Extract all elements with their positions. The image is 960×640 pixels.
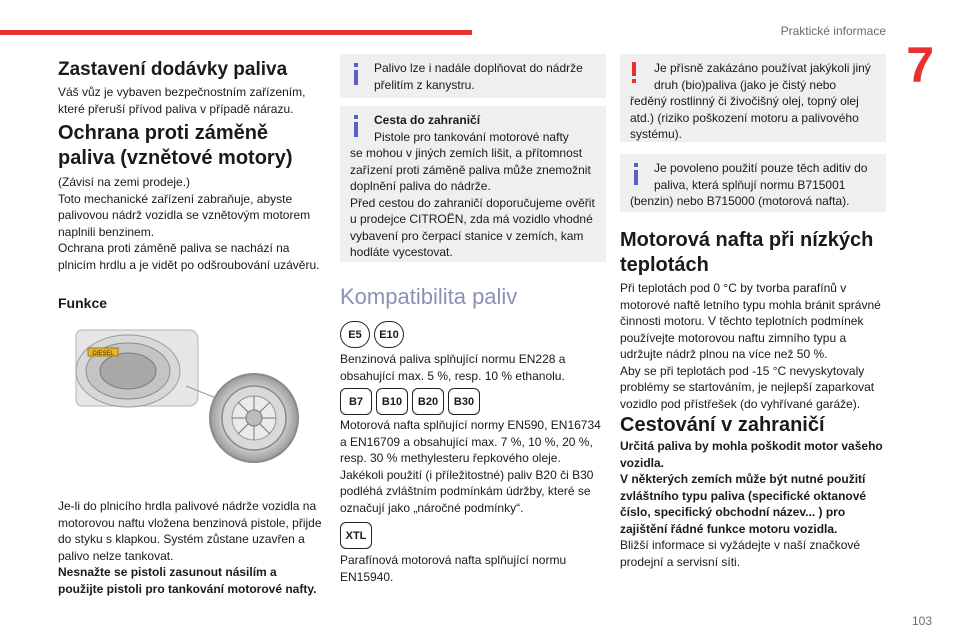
badge-row-ethanol: [340, 321, 408, 348]
info-travel-more: Před cestou do zahraničí doporučujeme ověřit u prodejce CITROËN, zda má vozidlo vhodné vybavení pro čerpací stanice v zemích, kam hodláte vycestovat.: [350, 195, 595, 259]
low-temp-start-text: Aby se při teplotách pod -15 °C nevyskytovaly problémy se startováním, je nejlepší zaparkovat vozidlo pod přístřešek (do vyhřívané garáže).: [620, 363, 875, 411]
paragraph-petrol-norm: Benzinová paliva splňující normu EN228 a obsahující max. 5 %, resp. 10 % ethanolu.: [340, 352, 566, 383]
badge-row-xtl: [340, 522, 376, 549]
paragraph-function: [58, 498, 324, 597]
badge-e10: E10: [374, 321, 404, 348]
additives-first: Je povoleno použití pouze těch aditiv do paliva, která splňují normu B715001: [654, 161, 868, 192]
function-warning-bold: Nesnažte se pistoli zasunout násilím a použijte pistoli pro tankování motorové nafty.: [58, 565, 317, 596]
paragraph-fuel-cutoff: Váš vůz je vybaven bezpečnostním zařízením, které přeruší přívod paliva v případě nárazu.: [58, 85, 306, 116]
info-box-canister: [340, 54, 606, 98]
paragraph-xtl-norm: Parafínová motorová nafta splňující normu EN15940.: [340, 553, 567, 584]
diesel-conditions-text: Jakékoli použití (i příležitostné) paliv B20 či B30 podléhá zvláštním podmínkám údržby, které se označují jako „náročné podmínky“.: [340, 467, 594, 515]
travel-bold-1: Určitá paliva by mohla poškodit motor vašeho vozidla.: [620, 439, 883, 470]
paragraph-misfuel-intro: [58, 174, 324, 273]
info-travel-rest: se mohou v jiných zemích lišit, a přítomnost zařízení proti záměně paliva může znemožnit doplnění paliva do nádrže.: [350, 146, 591, 193]
badge-xtl: XTL: [340, 522, 372, 549]
travel-text: Bližší informace si vyžádejte v naší značkové prodejní a servisní síti.: [620, 538, 861, 569]
function-text: Je-li do plnicího hrdla palivové nádrže vozidla na motorovou naftu vložena benzinová pistole, přijde do styku s klapkou. Systém zůstane uzavřen a palivo nelze tankovat.: [58, 499, 322, 563]
paragraph-diesel-low-temp: [620, 280, 886, 412]
info-icon: [350, 63, 362, 85]
figure-label-diesel: DIESEL: [92, 351, 114, 357]
line-country: (Závisí na zemi prodeje.): [58, 175, 191, 189]
heading-travel-abroad: Cestování v zahraničí: [620, 414, 825, 436]
info-travel-first: Pistole pro tankování motorové nafty: [374, 129, 569, 144]
warning-box-biofuel: [620, 54, 886, 142]
heading-misfuel-protection: Ochrana proti záměně paliva (vznětové motory): [58, 122, 293, 169]
heading-fuel-cutoff: Zastavení dodávky paliva: [58, 59, 288, 80]
paragraph-diesel-norm: [340, 417, 606, 516]
badge-e5: E5: [340, 321, 370, 348]
warning-rest: ředěný rostlinný či živočišný olej, topný olej atd.) (riziko poškození motoru a palivového systému).: [630, 94, 859, 141]
info-icon: [630, 163, 642, 185]
top-accent-bar: [0, 30, 472, 35]
section-title-fuel-compatibility: Kompatibilita paliv: [340, 284, 518, 309]
info-travel-title: Cesta do zahraničí: [374, 113, 481, 127]
badge-b20: B20: [412, 388, 444, 415]
header-section-label: Praktické informace: [780, 24, 886, 38]
low-temp-text: Při teplotách pod 0 °C by tvorba parafínů v motorové naftě letního typu mohla bránit správné činnosti motoru. V těchto teplotních podmínek používejte motorovou naftu zimního typu a udržujte nádrž plnou na více než 50 %.: [620, 281, 881, 361]
page-number: 103: [911, 614, 932, 628]
chapter-number: 7: [906, 37, 934, 93]
info-box-additives: [620, 154, 886, 212]
info-canister-text: Palivo lze i nadále doplňovat do nádrže přelitím z kanystru.: [374, 61, 583, 92]
paragraph-travel-abroad: [620, 438, 886, 570]
heading-diesel-low-temp: Motorová nafta při nízkých teplotách: [620, 229, 874, 276]
travel-bold-2: V některých zemích může být nutné použití zvláštního typu paliva (specifické oktanové číslo, specifický obchodní název... ) pro zajištění řádné funkce motoru vozidla.: [620, 472, 867, 536]
badge-row-biodiesel: [340, 388, 484, 415]
line-device: Toto mechanické zařízení zabraňuje, abyste palivovou nádrž vozidla se vznětovým motorem naplnili benzinem.: [58, 191, 311, 239]
additives-rest: (benzin) nebo B715000 (motorová nafta).: [630, 194, 850, 208]
figure-fuel-filler: [68, 326, 300, 464]
info-icon: [350, 115, 362, 137]
warning-first: Je přísně zakázáno používat jakýkoli jiný druh (bio)paliva (jako je čistý nebo: [654, 61, 871, 92]
heading-function: Funkce: [58, 295, 108, 311]
badge-b7: B7: [340, 388, 372, 415]
warning-icon: [631, 62, 637, 84]
badge-b10: B10: [376, 388, 408, 415]
diesel-norm-text: Motorová nafta splňující normy EN590, EN16734 a EN16709 a obsahující max. 7 %, 10 %, 20 %, resp. 30 % methylesteru řepkového oleje.: [340, 418, 601, 465]
info-box-travel-abroad: [340, 106, 606, 262]
badge-b30: B30: [448, 388, 480, 415]
line-location: Ochrana proti záměně paliva se nachází na plnicím hrdlu a je vidět po odšroubování uzávěru.: [58, 241, 320, 272]
